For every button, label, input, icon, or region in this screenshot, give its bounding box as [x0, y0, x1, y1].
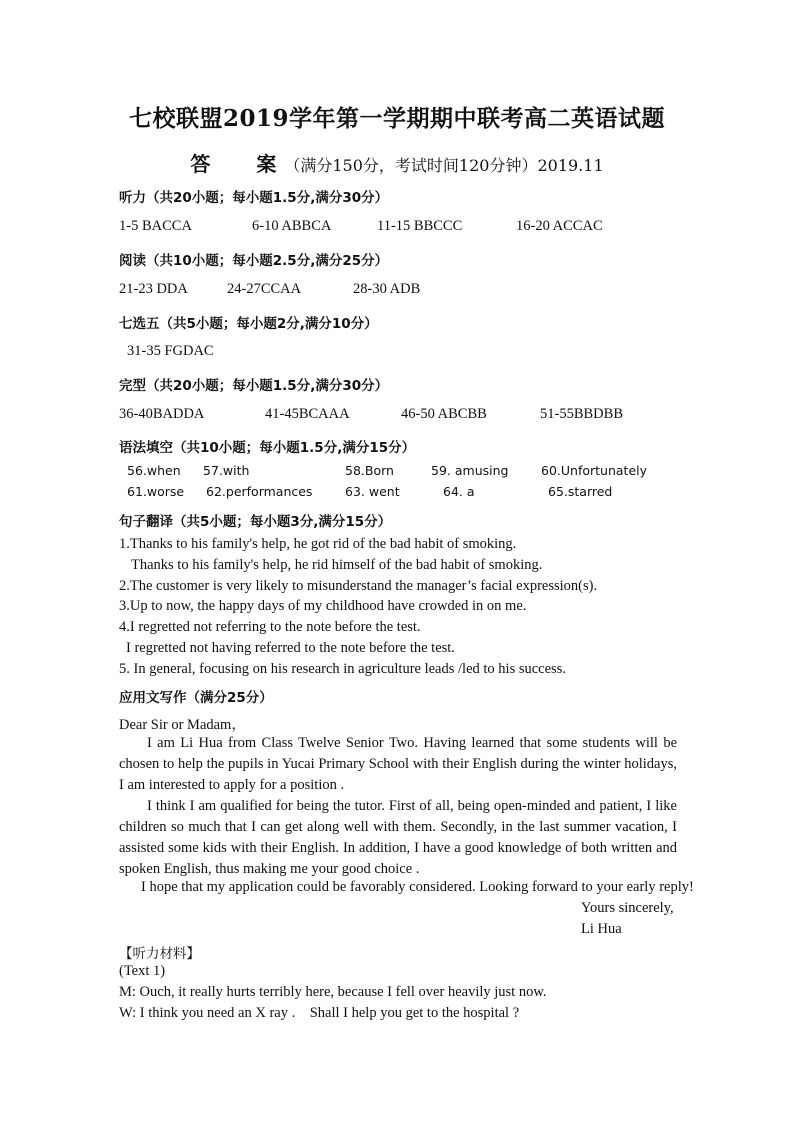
answer-group: 1-5 BACCA	[119, 218, 192, 234]
answer-group: 21-23 DDA	[119, 281, 188, 297]
answer-subtitle	[0, 148, 794, 177]
answer-group: 28-30 ADB	[353, 281, 421, 297]
reading-heading: 阅读（共10小题；每小题2.5分,满分25分）	[119, 253, 389, 269]
answer-group: 41-45BCAAA	[265, 406, 350, 422]
grammar-answer: 57.with	[203, 463, 250, 478]
grammar-answer: 63. went	[345, 484, 400, 499]
seven-five-heading: 七选五（共5小题；每小题2分,满分10分）	[119, 316, 378, 332]
answer-group: 46-50 ABCBB	[401, 406, 487, 422]
translation-line: 3.Up to now, the happy days of my childhood have crowded in on me.	[119, 598, 527, 614]
answer-label-1: 答	[190, 152, 211, 176]
grammar-answer: 64. a	[443, 484, 475, 499]
answer-group: 24-27CCAA	[227, 281, 302, 297]
cloze-answers	[119, 406, 719, 426]
translation-line: 5. In general, focusing on his research in agriculture leads /led to his success.	[119, 661, 566, 677]
grammar-answer: 62.performances	[206, 484, 313, 499]
grammar-row-2	[0, 484, 794, 502]
translation-heading: 句子翻译（共5小题；每小题3分,满分15分）	[119, 514, 392, 530]
answer-group: 11-15 BBCCC	[377, 218, 463, 234]
page-title: 七校联盟2019学年第一学期期中联考高二英语试题	[128, 105, 665, 132]
cloze-heading: 完型（共20小题；每小题1.5分,满分30分）	[119, 378, 389, 394]
answer-label-2: 案	[256, 152, 277, 176]
answer-group: 31-35 FGDAC	[127, 343, 214, 359]
letter-signature: Li Hua	[581, 921, 622, 937]
listening-heading: 听力（共20小题；每小题1.5分,满分30分）	[119, 190, 389, 206]
grammar-answer: 65.starred	[548, 484, 613, 499]
grammar-answer: 59. amusing	[431, 463, 509, 478]
translation-line: 1.Thanks to his family's help, he got rid of the bad habit of smoking.	[119, 536, 517, 552]
translation-line: I regretted not having referred to the note before the test.	[126, 640, 455, 656]
exam-info: （满分150分，考试时间120分钟）2019.11	[284, 156, 604, 175]
listening-material-heading: 【听力材料】	[119, 946, 200, 962]
reading-answers	[119, 281, 719, 301]
grammar-heading: 语法填空（共10小题；每小题1.5分,满分15分）	[119, 440, 416, 456]
letter-paragraph: I hope that my application could be favorably considered. Looking forward to your early reply!	[141, 879, 694, 895]
translation-line: Thanks to his family's help, he rid himself of the bad habit of smoking.	[131, 557, 543, 573]
listening-answers	[119, 218, 719, 238]
grammar-answer: 58.Born	[345, 463, 394, 478]
answer-group: 6-10 ABBCA	[252, 218, 332, 234]
letter-closing: Yours sincerely,	[581, 900, 674, 916]
seven-five-answers	[119, 343, 719, 363]
answer-group: 16-20 ACCAC	[516, 218, 603, 234]
answer-group: 36-40BADDA	[119, 406, 205, 422]
answer-group: 51-55BBDBB	[540, 406, 623, 422]
grammar-answer: 56.when	[127, 463, 181, 478]
translation-line: 2.The customer is very likely to misunderstand the manager’s facial expression(s).	[119, 578, 598, 594]
text-label: (Text 1)	[119, 963, 166, 979]
grammar-answer: 60.Unfortunately	[541, 463, 648, 478]
translation-line: 4.I regretted not referring to the note before the test.	[119, 619, 421, 635]
grammar-row-1	[0, 463, 794, 481]
letter-greeting: Dear Sir or Madam，	[119, 717, 246, 733]
writing-heading: 应用文写作（满分25分）	[119, 690, 273, 706]
dialogue-line: W: I think you need an X ray . Shall I help you get to the hospital ?	[119, 1005, 520, 1021]
dialogue-line: M: Ouch, it really hurts terribly here, because I fell over heavily just now.	[119, 984, 547, 1000]
letter-paragraph: I am Li Hua from Class Twelve Senior Two. Having learned that some students will be chosen to help the pupils in Yucai Primary School with their English during the winter holidays, I am interested to apply for a position .	[119, 735, 677, 793]
letter-paragraph: I think I am qualified for being the tutor. First of all, being open-minded and patient, I like children so much that I can get along well with them. Secondly, in the last summer vacation, I assisted some kids with their English. In addition, I have a good knowledge of both written and spoken English, thus making me your good choice .	[119, 798, 677, 877]
grammar-answer: 61.worse	[127, 484, 185, 499]
